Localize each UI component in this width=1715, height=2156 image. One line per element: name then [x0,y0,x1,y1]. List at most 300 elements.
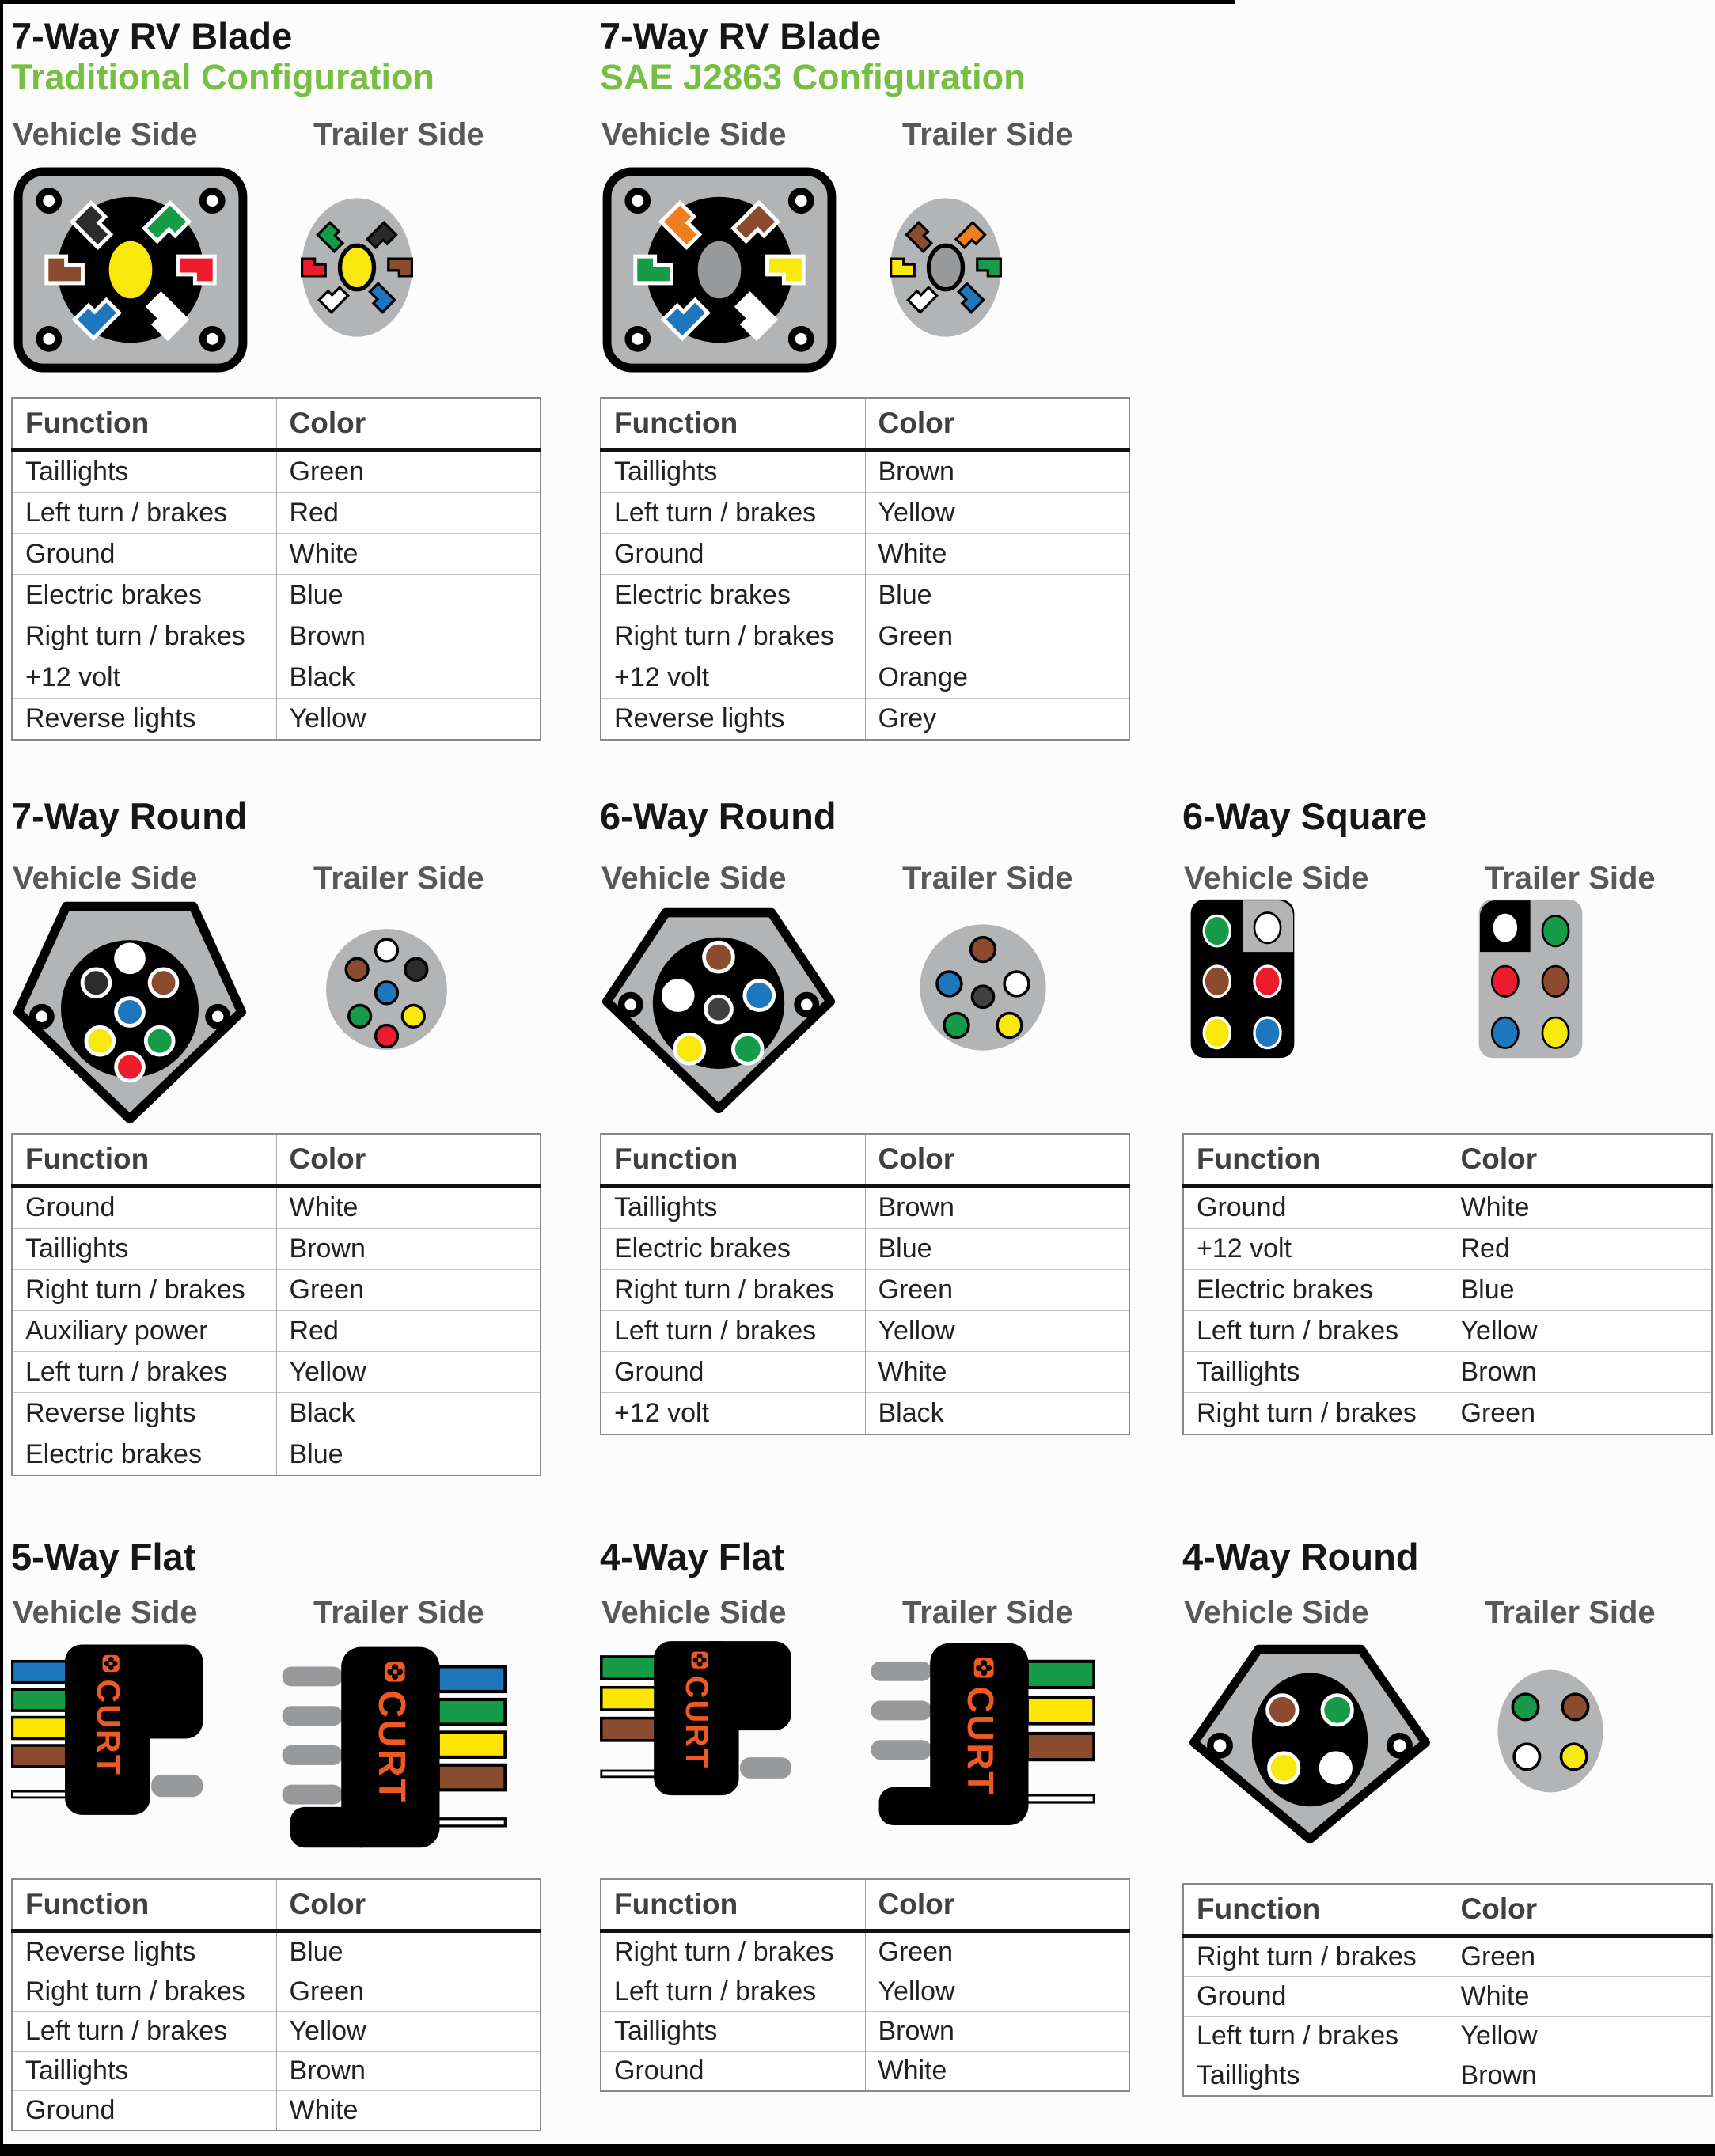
wire-brown [1027,1734,1095,1760]
left-border-line [0,0,3,2146]
color-cell: Brown [276,2052,541,2091]
wire-white [601,1771,658,1777]
function-color-table [11,1878,541,2131]
pin-row3-right [1542,1017,1569,1048]
table-row [601,575,1129,616]
pin-bottom-right [402,1005,424,1027]
pin-bottom-left [86,1027,114,1055]
connector-latch-tab [151,1775,203,1797]
prong [283,1706,343,1726]
function-cell: Ground [1183,1186,1448,1229]
vehicle-side-label: Vehicle Side [601,1595,787,1630]
table-row [1183,2017,1712,2056]
function-cell: Reverse lights [12,1393,276,1434]
wire-green [438,1699,506,1724]
table-row [601,534,1129,575]
table-row [12,2091,541,2131]
table-row [601,2052,1129,2092]
color-cell: Brown [276,616,541,657]
screw-hole [621,995,639,1014]
curt-logo-text: CURT [679,1675,715,1770]
table-row [1183,1936,1712,1977]
table-row [12,1393,541,1434]
pin-top [704,942,734,972]
function-cell: Left turn / brakes [601,1311,865,1352]
pin-left [663,981,692,1010]
table-row [12,534,541,575]
color-cell: White [276,1186,541,1229]
function-cell: Ground [12,1186,276,1229]
wire-yellow [601,1688,658,1710]
vehicle-connector-6-round-diagram [600,904,837,1116]
pin-bottom-left [675,1034,704,1063]
column-header: Function [601,1134,865,1186]
function-color-table [1182,1883,1713,2097]
pin-center [106,238,155,301]
vehicle-connector-7-blade-diagram [13,166,249,373]
trailer-connector-7-round-diagram [321,924,452,1055]
color-cell: Yellow [1448,1311,1712,1352]
pin-right [1004,972,1029,996]
prong [871,1701,931,1721]
table-row [1183,1229,1712,1270]
pin-row3-left [1492,1017,1518,1048]
screw-hole [1210,1736,1229,1755]
function-cell: Right turn / brakes [12,1972,276,2012]
trailer-side-label: Trailer Side [902,1595,1073,1630]
function-cell: Taillights [601,450,865,493]
color-cell: White [865,1352,1129,1393]
pin-left [937,972,962,996]
column-header: Function [1183,1884,1448,1936]
pin-center [706,996,732,1022]
pin-center [695,238,744,301]
color-cell: White [1448,1977,1712,2017]
trailer-connector-7-blade-diagram [878,193,1013,342]
vehicle-connector-5-flat-diagram [11,1630,207,1821]
function-cell: Left turn / brakes [601,1972,865,2012]
table-header-row [601,398,1129,450]
table-row [12,1229,541,1270]
function-cell: Left turn / brakes [12,1352,276,1393]
section-title: 4-Way Flat [600,1536,785,1578]
table-header-row [601,1879,1129,1931]
wire-brown [601,1718,658,1741]
column-header: Color [865,1134,1129,1186]
color-cell: Green [865,1931,1129,1972]
pin-bottom-right [146,1027,173,1055]
color-cell: Blue [276,575,541,616]
section-title: 4-Way Round [1182,1536,1419,1578]
table-row [12,699,541,741]
pin-top-left [82,969,110,997]
function-cell: Right turn / brakes [1183,1393,1448,1435]
trailer-connector-6-square-diagram [1477,897,1584,1060]
function-cell: +12 volt [601,1393,865,1435]
table-header-row [1183,1884,1712,1936]
pin-row2-left [1492,966,1518,996]
curt-logo-text: CURT [370,1690,413,1804]
vehicle-side-label: Vehicle Side [601,117,787,152]
color-cell: Blue [1448,1270,1712,1311]
pin-center [340,245,374,289]
table-row [601,493,1129,534]
function-cell: Electric brakes [601,575,865,616]
pin-top-left [346,958,368,980]
vehicle-side-label: Vehicle Side [13,117,198,152]
wire-brown [12,1745,68,1767]
table-row [12,1972,541,2012]
pin-bottom-left [349,1005,371,1027]
color-cell: White [276,2091,541,2131]
column-header: Color [1448,1884,1712,1936]
function-cell: +12 volt [12,657,276,699]
pin-center [929,245,963,289]
table-header-row [12,1879,541,1931]
color-cell: Green [865,616,1129,657]
table-header-row [12,1134,541,1186]
trailer-connector-4-flat-diagram [866,1630,1095,1833]
table-row [1183,1352,1712,1393]
function-cell: Right turn / brakes [12,616,276,657]
screw-hole [32,1007,51,1025]
prong [871,1662,931,1681]
vehicle-connector-7-blade-diagram [601,166,837,373]
color-cell: Yellow [865,1972,1129,2012]
prong [283,1785,343,1805]
table-row [12,616,541,657]
table-header-row [601,1134,1129,1186]
color-cell: Brown [1448,2056,1712,2097]
table-row [12,1434,541,1476]
vehicle-side-label: Vehicle Side [13,1595,198,1630]
color-cell: Yellow [276,1352,541,1393]
curt-logo-text: CURT [90,1679,127,1776]
function-cell: Left turn / brakes [1183,2017,1448,2056]
table-row [1183,1270,1712,1311]
function-cell: Reverse lights [12,1931,276,1972]
color-cell: Yellow [865,493,1129,534]
function-color-table [11,397,541,741]
function-cell: Ground [1183,1977,1448,2017]
column-header: Function [12,1879,276,1931]
table-row [1183,1977,1712,2017]
trailer-side-label: Trailer Side [313,861,484,896]
column-header: Color [276,1879,541,1931]
pin-row3-right [1254,1017,1281,1048]
function-cell: Taillights [1183,2056,1448,2097]
section-title: 5-Way Flat [11,1536,196,1578]
screw-hole [628,329,647,348]
screw-hole [203,329,222,348]
table-row [12,493,541,534]
function-cell: Ground [601,534,865,575]
function-cell: Electric brakes [12,575,276,616]
column-header: Color [865,1879,1129,1931]
function-cell: Left turn / brakes [12,2012,276,2052]
color-cell: Red [276,1311,541,1352]
function-cell: Right turn / brakes [601,1931,865,1972]
color-cell: Green [1448,1936,1712,1977]
column-header: Function [12,1134,276,1186]
column-header: Function [601,1879,865,1931]
color-cell: Yellow [1448,2017,1712,2056]
table-row [12,575,541,616]
wire-yellow [1027,1697,1095,1723]
table-row [601,1352,1129,1393]
color-cell: Yellow [276,2012,541,2052]
trailer-connector-6-round-diagram [915,919,1051,1055]
curt-flower-icon [385,1662,405,1682]
function-cell: Right turn / brakes [601,1270,865,1311]
table-row [601,450,1129,493]
table-row [12,1931,541,1972]
function-color-table [11,1133,541,1476]
pin-top [971,938,996,962]
color-cell: Black [276,1393,541,1434]
color-cell: Yellow [865,1311,1129,1352]
table-row [12,2052,541,2091]
column-header: Function [601,398,865,450]
wire-white [1027,1795,1095,1802]
pin-center [116,998,144,1026]
screw-hole [209,1007,227,1025]
section-title: 6-Way Square [1182,795,1428,837]
vehicle-side-label: Vehicle Side [601,861,787,896]
trailer-side-label: Trailer Side [902,861,1073,896]
function-cell: Left turn / brakes [12,493,276,534]
pin-row1-left [1492,912,1518,942]
trailer-connector-4-round-diagram [1486,1660,1614,1802]
color-cell: Brown [865,2012,1129,2052]
table-row [1183,1311,1712,1352]
table-row [601,1229,1129,1270]
function-color-table [1182,1133,1713,1435]
table-row [12,450,541,493]
table-row [601,1311,1129,1352]
table-header-row [1183,1134,1712,1186]
prong [283,1745,343,1765]
curt-flower-icon [692,1652,708,1669]
function-cell: Ground [12,534,276,575]
color-cell: Green [276,1270,541,1311]
pin-top-left [1512,1694,1538,1719]
color-cell: Brown [865,450,1129,493]
section-subtitle: Traditional Configuration [11,57,434,97]
color-cell: White [276,534,541,575]
function-cell: Left turn / brakes [1183,1311,1448,1352]
trailer-side-label: Trailer Side [313,117,484,152]
color-cell: White [865,2052,1129,2092]
table-row [601,1931,1129,1972]
trailer-side-label: Trailer Side [1485,1595,1656,1630]
table-row [12,1270,541,1311]
color-cell: Blue [865,1229,1129,1270]
color-cell: White [865,534,1129,575]
color-cell: Green [276,450,541,493]
function-cell: Taillights [601,1186,865,1229]
screw-hole [40,329,59,348]
pin-row3-left [1204,1017,1230,1048]
wire-brown [438,1765,506,1790]
vehicle-connector-4-round-diagram [1187,1630,1432,1845]
column-header: Color [865,398,1129,450]
table-header-row [12,398,541,450]
connector-body [1497,1670,1603,1793]
wire-white [438,1819,506,1826]
curt-flower-icon [102,1655,119,1672]
color-cell: Black [276,657,541,699]
pin-right [745,981,774,1010]
table-row [12,657,541,699]
function-cell: Electric brakes [12,1434,276,1476]
pin-bottom-right [1321,1753,1351,1783]
pin-center [972,986,993,1007]
color-cell: Blue [865,575,1129,616]
pin-row2-right [1542,966,1569,996]
function-cell: Taillights [12,1229,276,1270]
table-row [12,1311,541,1352]
screw-hole [798,995,816,1014]
table-row [1183,1186,1712,1229]
function-cell: Ground [601,2052,865,2092]
table-row [12,2012,541,2052]
section-title: 7-Way RV Blade [11,15,293,57]
vehicle-side-label: Vehicle Side [1184,861,1369,896]
color-cell: Red [1448,1229,1712,1270]
vehicle-connector-7-round-diagram [11,897,249,1127]
pin-top [116,945,144,972]
pin-top-right [1322,1696,1353,1726]
color-cell: Green [276,1972,541,2012]
pin-bottom-right [997,1014,1022,1038]
trailer-side-label: Trailer Side [902,117,1073,152]
trailer-connector-7-blade-diagram [290,193,424,342]
table-row [601,1270,1129,1311]
prong [283,1667,343,1687]
pin-row1-right [1542,915,1569,945]
function-cell: Taillights [12,450,276,493]
table-row [601,1972,1129,2012]
wire-yellow [12,1718,68,1739]
color-cell: Blue [276,1434,541,1476]
color-cell: Yellow [276,699,541,741]
color-cell: Black [865,1393,1129,1435]
function-cell: Electric brakes [1183,1270,1448,1311]
curt-logo-text: CURT [960,1686,1002,1797]
wire-green [12,1689,68,1711]
section-title: 7-Way Round [11,795,248,837]
table-row [601,699,1129,741]
wire-green [601,1657,658,1679]
function-cell: Ground [601,1352,865,1393]
trailer-side-label: Trailer Side [1485,861,1656,896]
column-header: Color [276,1134,541,1186]
table-row [1183,2056,1712,2097]
section-title: 6-Way Round [600,795,837,837]
pin-row2-left [1204,966,1230,996]
table-row [12,1186,541,1229]
function-cell: Auxiliary power [12,1311,276,1352]
function-cell: Left turn / brakes [601,493,865,534]
pin-center [376,982,398,1004]
vehicle-side-label: Vehicle Side [1184,1595,1369,1630]
color-cell: Green [865,1270,1129,1311]
color-cell: Grey [865,699,1129,741]
vehicle-connector-6-square-diagram [1189,897,1296,1060]
socket-face [1252,1673,1368,1806]
pin-bottom-left [944,1014,969,1038]
color-cell: White [1448,1186,1712,1229]
function-cell: Electric brakes [601,1229,865,1270]
section-title: 7-Way RV Blade [600,15,882,57]
function-cell: Taillights [601,2012,865,2052]
bottom-border-bar [0,2144,1715,2156]
table-row [601,1186,1129,1229]
column-header: Color [276,398,541,450]
prong [871,1740,931,1760]
trailer-side-label: Trailer Side [313,1595,484,1630]
connector-latch-tab [740,1757,791,1779]
screw-hole [1390,1736,1409,1755]
section-subtitle: SAE J2863 Configuration [600,57,1026,97]
pin-bottom-right [733,1034,762,1063]
pin-top-right [150,969,177,997]
function-cell: Taillights [1183,1352,1448,1393]
color-cell: Orange [865,657,1129,699]
function-cell: Taillights [12,2052,276,2091]
function-cell: Ground [12,2091,276,2131]
pin-top-right [1562,1694,1588,1719]
pin-bottom [376,1025,398,1048]
column-header: Color [1448,1134,1712,1186]
table-row [601,657,1129,699]
function-color-table [600,1878,1130,2092]
vehicle-side-label: Vehicle Side [13,861,198,896]
table-row [601,1393,1129,1435]
pin-row1-right [1254,912,1281,942]
wire-blue [438,1667,506,1692]
trailer-connector-5-flat-diagram [277,1630,507,1853]
color-cell: Brown [865,1186,1129,1229]
color-cell: Brown [1448,1352,1712,1393]
pin-bottom-right [1561,1744,1587,1769]
pin-row2-right [1254,966,1281,996]
function-cell: Reverse lights [12,699,276,741]
vehicle-connector-4-flat-diagram [600,1630,796,1803]
function-cell: +12 volt [1183,1229,1448,1270]
wire-green [1027,1662,1095,1688]
color-cell: Blue [276,1931,541,1972]
screw-hole [791,329,810,348]
top-border-line [0,0,1235,4]
color-cell: Brown [276,1229,541,1270]
color-cell: Red [276,493,541,534]
pin-top-left [1268,1696,1298,1726]
screw-hole [791,191,810,210]
wire-blue [12,1662,68,1683]
pin-top-right [405,958,427,980]
pin-row1-left [1204,915,1230,945]
table-row [1183,1393,1712,1435]
pin-bottom-left [1514,1744,1539,1769]
wire-yellow [438,1732,506,1756]
screw-hole [203,191,222,210]
pin-bottom-left [1269,1753,1299,1783]
column-header: Function [12,398,276,450]
function-cell: Right turn / brakes [601,616,865,657]
column-header: Function [1183,1134,1448,1186]
